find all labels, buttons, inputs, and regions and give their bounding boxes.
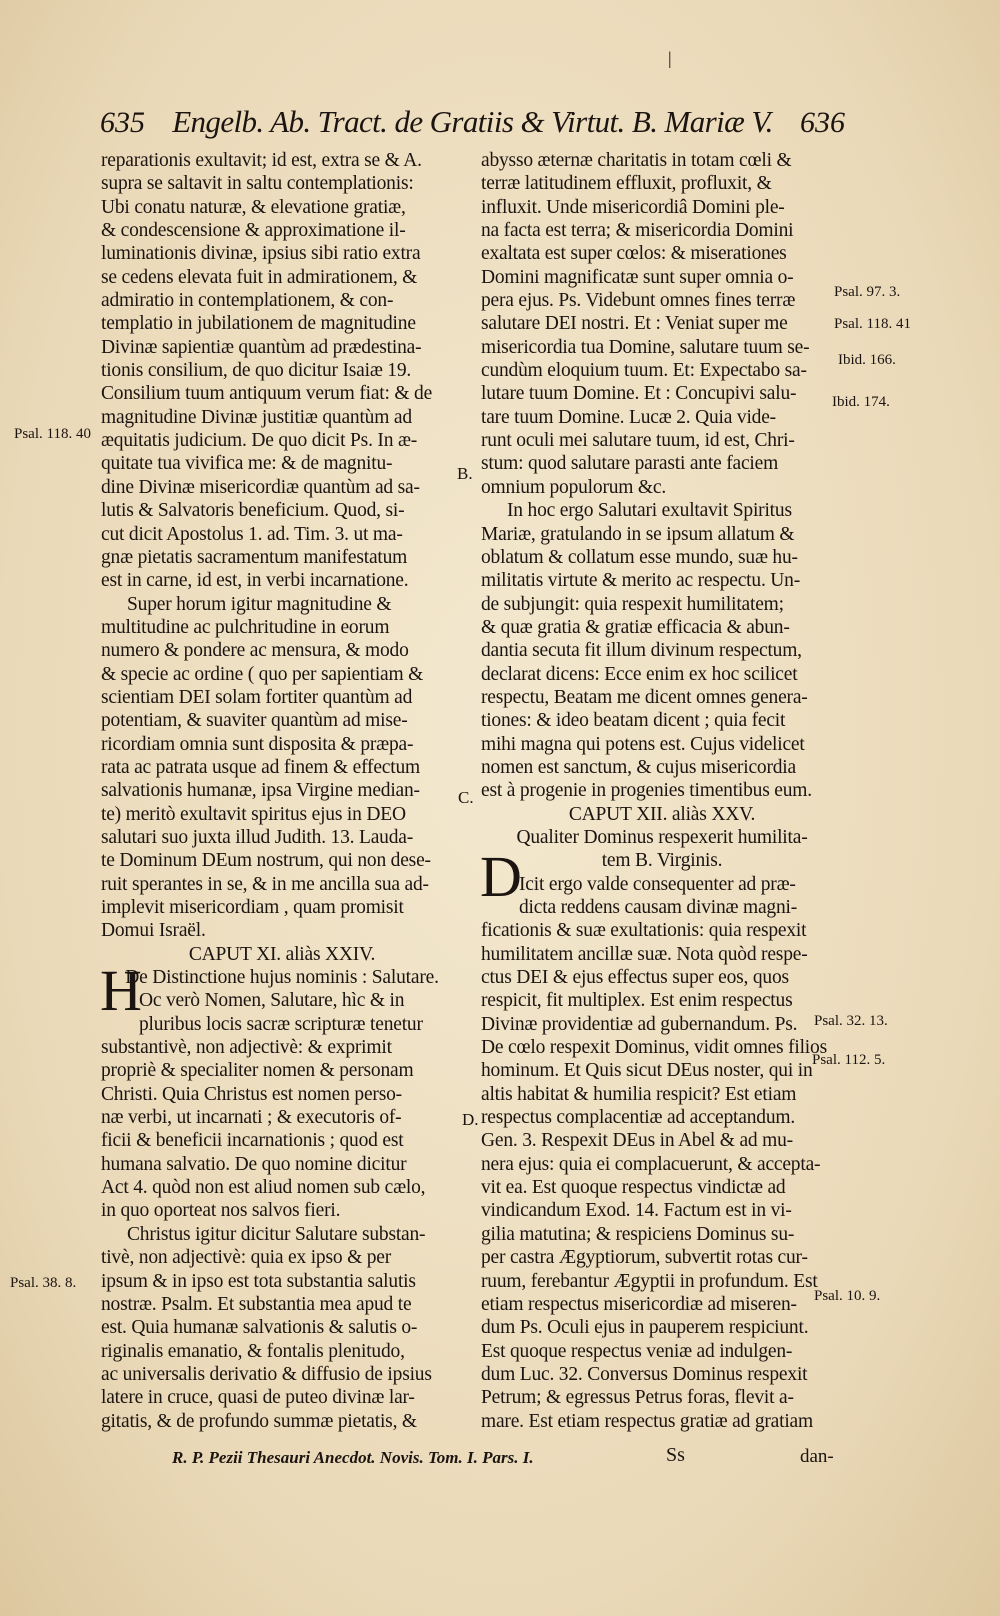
left-column <box>101 149 463 1433</box>
text-line: implevit misericordiam , quam promisit <box>101 897 404 918</box>
text-line: misericordia tua Domine, salutare tuum se- <box>481 336 810 358</box>
text-line: riginalis emanatio, & fontalis plenitudo, <box>101 1340 405 1362</box>
text-line: Super horum igitur magnitudine & <box>127 593 392 615</box>
text-line: cundùm eloquium tuum. Et: Expectabo sa- <box>481 360 807 382</box>
text-line: propriè & specialiter nomen & personam <box>101 1060 414 1082</box>
text-line: se cedens elevata fuit in admirationem, & <box>101 266 418 288</box>
margin-note: Psal. 38. 8. <box>10 1275 77 1291</box>
text-line: In hoc ergo Salutari exultavit Spiritus <box>507 500 792 522</box>
text-line: in quo oporteat nos salvos fieri. <box>101 1200 341 1222</box>
text-line: tionis consilium, de quo dicitur Isaiæ 19. <box>101 360 412 382</box>
text-line: nera ejus: quia ei complacuerunt, & accepta- <box>481 1153 821 1175</box>
text-line: dum Luc. 32. Conversus Dominus respexit <box>481 1363 808 1385</box>
text-line: De Distinctione hujus nominis : Salutare. <box>125 967 439 989</box>
text-line: mihi magna qui potens est. Cujus videlicet <box>481 733 805 755</box>
text-line: rata ac patrata usque ad finem & effectum <box>101 756 420 778</box>
text-line: vindicandum Exod. 14. Factum est in vi- <box>481 1200 792 1222</box>
margin-note: Ibid. 174. <box>832 394 890 410</box>
text-line: Petrum; & egressus Petrus foras, flevit a- <box>481 1387 794 1409</box>
text-line: na facta est terra; & misericordia Domini <box>481 220 794 242</box>
text-line: ficii & beneficii incarnationis ; quod est <box>101 1130 404 1152</box>
text-line: salutari suo juxta illud Judith. 13. Lauda- <box>101 826 414 848</box>
text-line: Divinæ sapientiæ quantùm ad prædestina- <box>101 336 422 358</box>
text-line: supra se saltavit in saltu contemplationis: <box>101 173 414 195</box>
page-number-right: 636 <box>800 106 845 139</box>
text-line: est à progenie in progenies timentibus eum. <box>481 780 812 802</box>
running-header <box>100 100 845 148</box>
text-line: ficationis & suæ exultationis: quia respexit <box>481 920 807 942</box>
text-line: Act 4. quòd non est aliud nomen sub cælo, <box>101 1177 426 1199</box>
text-line: luminationis divinæ, ipsius sibi ratio extra <box>101 243 421 265</box>
margin-note: Psal. 118. 41 <box>834 316 911 332</box>
text-line: Divinæ providentiæ ad gubernandum. Ps. <box>481 1013 798 1035</box>
text-line: reparationis exultavit; id est, extra se & A. <box>101 150 422 171</box>
text-line: de subjungit: quia respexit humilitatem; <box>481 593 784 615</box>
text-line: hominum. Et Quis sicut DEus noster, qui in <box>481 1060 813 1082</box>
text-line: ipsum & in ipso est tota substantia salutis <box>101 1270 416 1292</box>
text-line: ctus DEI & ejus effectus super eos, quos <box>481 967 789 989</box>
text-line: Mariæ, gratulando in se ipsum allatum & <box>481 523 795 545</box>
signature-mark: Ss <box>666 1444 685 1466</box>
text-line: humana salvatio. De quo nomine dicitur <box>101 1153 407 1175</box>
text-line: gilia matutina; & respiciens Dominus su- <box>481 1223 795 1245</box>
text-line: runt oculi mei salutare tuum, id est, Chri- <box>481 430 795 452</box>
text-line: tem B. Virginis. <box>601 850 723 872</box>
text-line: ricordiam omnia sunt disposita & præpa- <box>101 733 414 755</box>
text-line: omnium populorum &c. <box>481 476 667 498</box>
text-line: Domini magnificatæ sunt super omnia o- <box>481 266 794 288</box>
text-line: Consilium tuum antiquum verum fiat: & de <box>101 383 433 405</box>
signature-line: R. P. Pezii Thesauri Anecdot. Novis. Tom. I. Pars. I. <box>172 1448 534 1467</box>
section-letter-c: C. <box>458 788 474 807</box>
text-line: mare. Est etiam respectus gratiæ ad gratiam <box>481 1410 813 1432</box>
text-line: pera ejus. Ps. Videbunt omnes fines terræ <box>481 290 796 312</box>
section-letter-b: B. <box>457 464 473 483</box>
text-line: admiratio in contemplationem, & con- <box>101 290 394 312</box>
page-number-left: 635 <box>100 106 145 139</box>
text-line: dum Ps. Oculi ejus in pauperem respiciunt. <box>481 1317 809 1339</box>
text-line: respectu, Beatam me dicent omnes genera- <box>481 686 808 708</box>
text-line: per castra Ægyptiorum, subvertit rotas cur- <box>481 1247 808 1269</box>
text-line: næ verbi, ut incarnati ; & executoris of- <box>101 1107 402 1129</box>
text-line: templatio in jubilationem de magnitudine <box>101 313 416 335</box>
margin-note: Psal. 97. 3. <box>834 284 901 300</box>
text-line: te) meritò exultavit spiritus ejus in DEO <box>101 803 406 825</box>
text-line: Gen. 3. Respexit DEus in Abel & ad mu- <box>481 1130 793 1152</box>
text-line: ruum, ferebantur Ægyptii in profundum. Est <box>481 1270 818 1292</box>
text-line: quitate tua vivifica me: & de magnitu- <box>101 453 393 475</box>
text-line: multitudine ac pulchritudine in eorum <box>101 616 390 638</box>
text-line: Icit ergo valde consequenter ad præ- <box>519 873 796 895</box>
text-line: ruit sperantes in se, & in me ancilla sua ad- <box>101 873 429 895</box>
text-line: salvationis humanæ, ipsa Virgine median- <box>101 780 420 802</box>
text-line: Oc verò Nomen, Salutare, hìc & in <box>139 990 405 1012</box>
margin-note: Psal. 118. 40 <box>14 426 91 442</box>
margin-note: Psal. 10. 9. <box>814 1288 881 1304</box>
text-line: scientiam DEI solam fortiter quantùm ad <box>101 686 413 708</box>
text-line: æquitatis judicium. De quo dicit Ps. In æ- <box>101 430 418 452</box>
text-line: lutis & Salvatoris beneficium. Quod, si- <box>101 500 405 522</box>
text-line: est in carne, id est, in verbi incarnatione. <box>101 570 409 592</box>
text-line: tiones: & ideo beatam dicent ; quia fecit <box>481 710 786 732</box>
text-line: De cœlo respexit Dominus, vidit omnes filios <box>481 1037 827 1059</box>
text-line: Christus igitur dicitur Salutare substan- <box>127 1223 426 1245</box>
text-line: dantia secuta fit illum divinum respectum, <box>481 640 802 662</box>
text-line: magnitudine Divinæ justitiæ quantùm ad <box>101 406 412 428</box>
text-line: terræ latitudinem effluxit, profluxit, & <box>481 173 772 195</box>
text-line: Ubi conatu naturæ, & elevatione gratiæ, <box>101 196 406 218</box>
text-line: stum: quod salutare parasti ante faciem <box>481 453 779 475</box>
top-mark: | <box>668 48 672 68</box>
margin-note: Ibid. 166. <box>838 352 896 368</box>
text-line: declarat dicens: Ecce enim ex hoc scilicet <box>481 663 798 685</box>
text-line: gnæ pietatis sacramentum manifestatum <box>101 546 408 568</box>
text-line: latere in cruce, quasi de puteo divinæ lar- <box>101 1387 415 1409</box>
text-line: salutare DEI nostri. Et : Veniat super me <box>481 313 788 335</box>
text-line: cut dicit Apostolus 1. ad. Tim. 3. ut ma- <box>101 523 403 545</box>
text-line: & condescensione & approximatione il- <box>101 220 406 242</box>
text-line: lutare tuum Domine. Et : Concupivi salu- <box>481 383 797 405</box>
text-line: oblatum & collatum esse mundo, suæ hu- <box>481 546 798 568</box>
text-line: est. Quia humanæ salvationis & salutis o- <box>101 1317 418 1339</box>
text-line: influxit. Unde misericordiâ Domini ple- <box>481 196 785 218</box>
section-letter-d: D. <box>462 1110 479 1129</box>
text-line: vit ea. Est quoque respectus vindictæ ad <box>481 1177 786 1199</box>
text-line: Qualiter Dominus respexerit humilita- <box>516 826 808 848</box>
margin-note: Psal. 112. 5. <box>812 1052 886 1068</box>
text-line: CAPUT XII. aliàs XXV. <box>568 803 756 825</box>
text-line: nostræ. Psalm. Et substantia mea apud te <box>101 1293 412 1315</box>
text-line: tare tuum Domine. Lucæ 2. Quia vide- <box>481 406 776 428</box>
text-line: Est quoque respectus veniæ ad indulgen- <box>481 1340 793 1362</box>
text-line: dine Divinæ misericordiæ quantùm ad sa- <box>101 476 420 498</box>
text-line: CAPUT XI. aliàs XXIV. <box>188 943 376 965</box>
text-line: numero & pondere ac mensura, & modo <box>101 640 409 662</box>
running-title: Engelb. Ab. Tract. de Gratiis & Virtut. B. Mariæ V. <box>172 104 773 139</box>
text-line: militatis virtute & merito ac respectu. Un- <box>481 570 801 592</box>
drop-cap-d: D <box>480 844 522 909</box>
text-line: exaltata est super cœlos: & miserationes <box>481 243 787 265</box>
text-line: pluribus locis sacræ scripturæ tenetur <box>139 1013 423 1035</box>
text-line: potentiam, & suaviter quantùm ad mise- <box>101 710 408 732</box>
text-line: Domui Israël. <box>101 920 206 942</box>
drop-cap-h: H <box>100 958 142 1023</box>
text-line: humilitatem ancillæ suæ. Nota quòd respe- <box>481 943 808 965</box>
text-line: nomen est sanctum, & cujus misericordia <box>481 756 796 778</box>
text-line: dicta reddens causam divinæ magni- <box>519 897 798 918</box>
catchword: dan- <box>800 1446 834 1467</box>
text-line: & specie ac ordine ( quo per sapientiam & <box>101 663 424 685</box>
text-line: Christi. Quia Christus est nomen perso- <box>101 1083 402 1105</box>
text-line: respicit, fit multiplex. Est enim respectus <box>481 990 793 1012</box>
margin-note: Psal. 32. 13. <box>814 1013 888 1029</box>
right-column <box>481 149 843 1433</box>
text-line: ac universalis derivatio & diffusio de ipsius <box>101 1363 432 1385</box>
text-line: abysso æternæ charitatis in totam cœli & <box>481 150 792 171</box>
text-line: etiam respectus misericordiæ ad miseren- <box>481 1293 797 1315</box>
text-line: altis habitat & humilia respicit? Est etiam <box>481 1083 797 1105</box>
text-line: te Dominum DEum nostrum, qui non dese- <box>101 850 431 872</box>
text-line: tivè, non adjectivè: quia ex ipso & per <box>101 1247 392 1269</box>
text-line: substantivè, non adjectivè: & exprimit <box>101 1037 392 1059</box>
text-line: & quæ gratia & gratiæ efficacia & abun- <box>481 616 790 638</box>
text-line: gitatis, & de profundo summæ pietatis, & <box>101 1410 417 1432</box>
text-line: respectus complacentiæ ad acceptandum. <box>481 1107 796 1129</box>
